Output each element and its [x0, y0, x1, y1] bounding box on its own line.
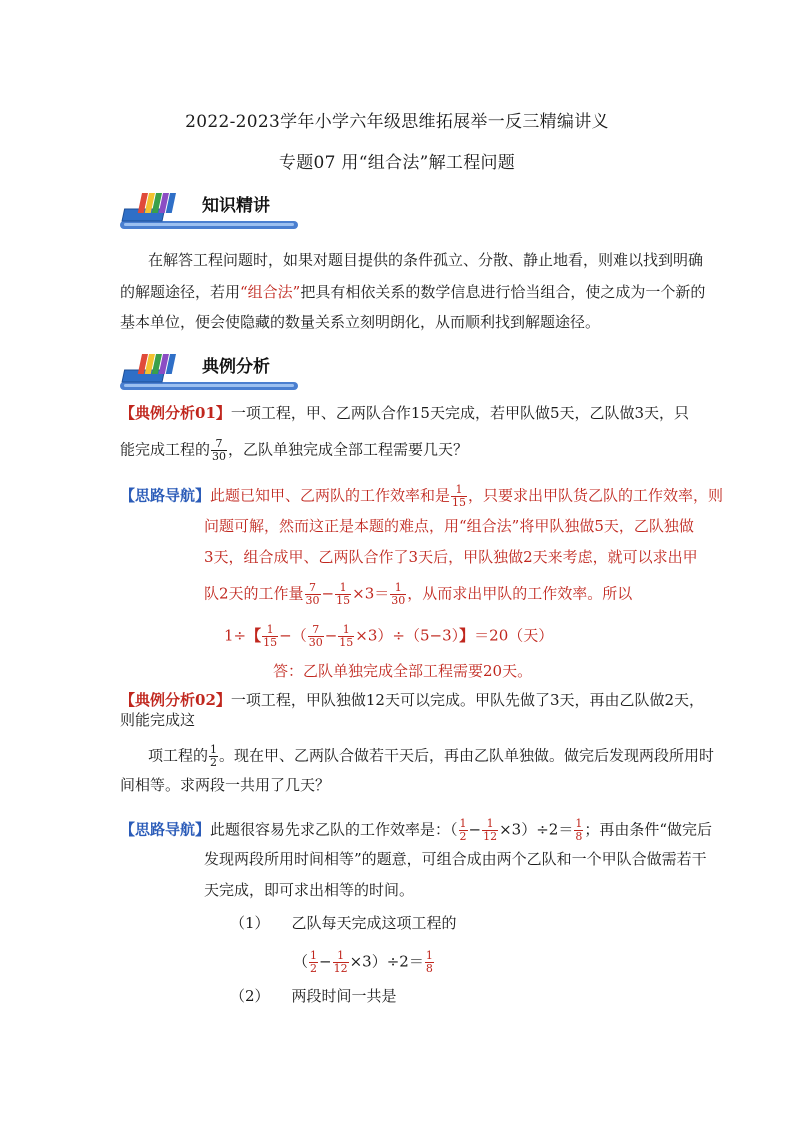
- step-number: （1）: [230, 914, 270, 932]
- fraction: $\frac{7}{30}$: [305, 581, 320, 607]
- example1-solution-line-3: 3天，组合成甲、乙两队合作了3天后，甲队独做2天来考虑，就可以求出甲: [204, 548, 698, 566]
- intro-line-2: 的解题途径，若用“组合法”把具有相依关系的数学信息进行恰当组合，使之成为一个新的: [120, 283, 706, 301]
- example1-solution-line-2: 问题可解，然而这正是本题的难点，用“组合法”将甲队独做5天，乙队独做: [204, 517, 694, 535]
- example2-solution-line-3: 天完成，即可求出相等的时间。: [204, 881, 415, 899]
- example2-question-line-4: 间相等。求两段一共用了几天？: [120, 776, 331, 794]
- fraction: $\frac{1}{2}$: [459, 817, 467, 843]
- section-heading-knowledge: 知识精讲: [202, 196, 270, 216]
- example1-label: 【典例分析01】: [120, 404, 231, 422]
- example1-solution-line-4: 队2天的工作量 $\frac{7}{30}$ − $\frac{1}{15}$ ×3＝ $\frac{1}{30}$ ，从而求出甲队的工作效率。所以: [204, 581, 633, 607]
- example2-solution-line-2: 发现两段所用时间相等”的题意，可组合成由两个乙队和一个甲队合做需若干: [204, 850, 707, 868]
- document-subtitle: 专题07 用“组合法”解工程问题: [278, 153, 516, 173]
- example2-solution-line-1: 【思路导航】此题很容易先求乙队的工作效率是：（ $\frac{1}{2}$ − $\frac{1}{12}$ ×3）÷2＝ $\frac{1}{8}$ ；再由条件“做完后: [120, 817, 713, 843]
- fraction: $\frac{1}{15}$: [339, 623, 354, 649]
- section-banner-knowledge: [120, 185, 300, 235]
- combination-method-term: “组合法”: [240, 283, 301, 301]
- fraction: $\frac{1}{8}$: [425, 949, 433, 975]
- example1-equation: 1÷【 $\frac{1}{15}$ −（ $\frac{7}{30}$ − $\frac{1}{15}$ ×3）÷（5−3）】＝20（天）: [224, 623, 554, 649]
- example1-answer: 答：乙队单独完成全部工程需要20天。: [273, 662, 533, 680]
- fraction: $\frac{1}{8}$: [575, 817, 583, 843]
- step-number: （2）: [230, 987, 270, 1005]
- example1-question-line-1: 【典例分析01】一项工程，甲、乙两队合作15天完成，若甲队做5天，乙队做3天，只: [120, 404, 690, 422]
- example2-step-2: （2） 两段时间一共是: [230, 987, 397, 1005]
- intro-line-1: 在解答工程问题时，如果对题目提供的条件孤立、分散、静止地看，则难以找到明确: [148, 251, 704, 269]
- fraction: $\frac{1}{15}$: [452, 483, 467, 509]
- example2-question-line-2: 则能完成这: [120, 711, 196, 729]
- example2-question-line-3: 项工程的 $\frac{1}{2}$ 。现在甲、乙两队合做若干天后，再由乙队单独做。做完后发现两段所用时: [148, 743, 715, 769]
- intro-line-3: 基本单位，便会使隐藏的数量关系立刻明朗化，从而顺利找到解题途径。: [120, 313, 601, 331]
- fraction: $\frac{1}{12}$: [483, 817, 498, 843]
- example1-nav-label: 【思路导航】: [120, 486, 211, 505]
- fraction: $\frac{1}{2}$: [210, 743, 218, 769]
- fraction: $\frac{1}{30}$: [391, 581, 406, 607]
- fraction: $\frac{1}{12}$: [333, 949, 348, 975]
- example2-step-1-equation: （ $\frac{1}{2}$ − $\frac{1}{12}$ ×3）÷2＝ $\frac{1}{8}$: [293, 949, 433, 975]
- fraction: $\frac{1}{15}$: [336, 581, 351, 607]
- document-title: 2022-2023学年小学六年级思维拓展举一反三精编讲义: [185, 112, 609, 132]
- combination-method-term: “组合法”: [459, 517, 520, 535]
- example2-question-line-1: 【典例分析02】一项工程，甲队独做12天可以完成。甲队先做了3天，再由乙队做2天，: [120, 691, 705, 709]
- example2-label: 【典例分析02】: [120, 691, 231, 709]
- example2-nav-label: 【思路导航】: [120, 820, 211, 839]
- fraction: $\frac{7}{30}$: [308, 623, 323, 649]
- section-banner-examples: [120, 346, 300, 396]
- fraction: $\frac{7}{30}$: [212, 437, 227, 463]
- section-heading-examples: 典例分析: [202, 357, 270, 377]
- example1-solution-line-1: 【思路导航】此题已知甲、乙两队的工作效率和是 $\frac{1}{15}$ ，只要求出甲队货乙队的工作效率，则: [120, 483, 724, 509]
- example1-question-line-2: 能完成工程的 $\frac{7}{30}$ ，乙队单独完成全部工程需要几天？: [120, 437, 469, 463]
- example2-step-1: （1） 乙队每天完成这项工程的: [230, 914, 457, 932]
- fraction: $\frac{1}{2}$: [310, 949, 318, 975]
- fraction: $\frac{1}{15}$: [263, 623, 278, 649]
